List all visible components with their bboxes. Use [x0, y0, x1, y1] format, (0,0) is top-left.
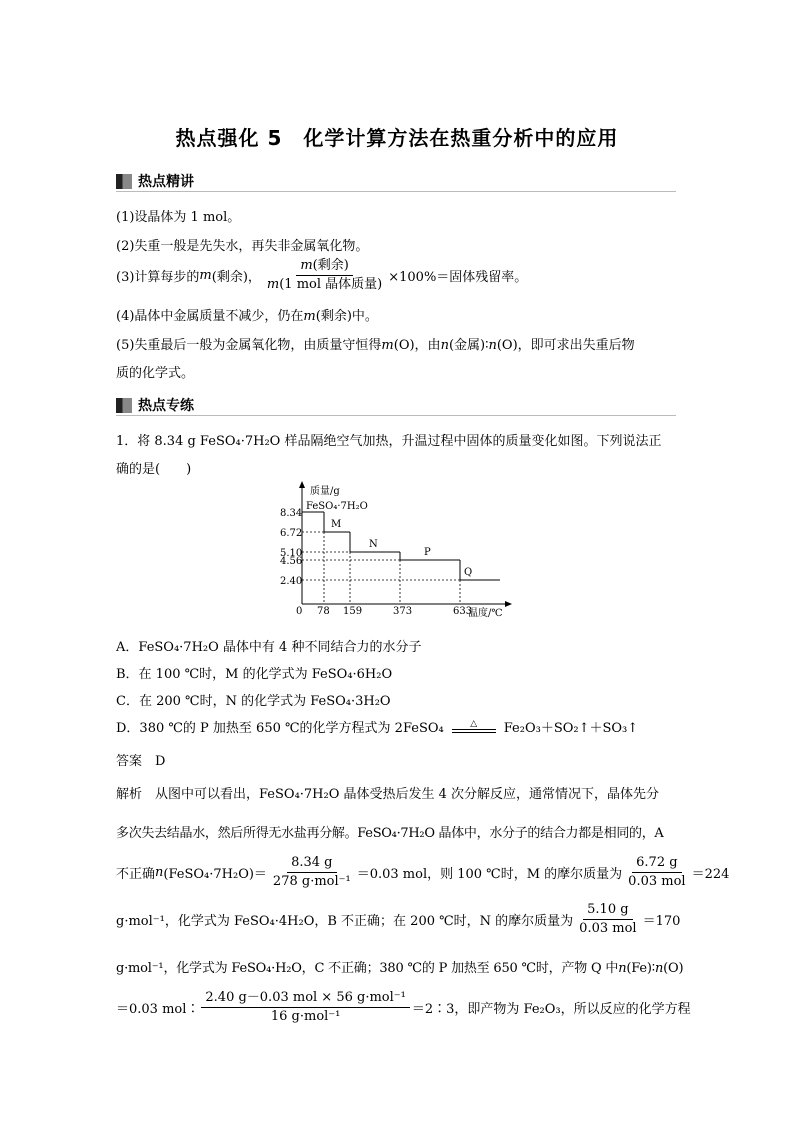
point-5-cont: 质的化学式。: [116, 366, 195, 381]
option-a: A．FeSO₄·7H₂O 晶体中有 4 种不同结合力的水分子: [116, 640, 422, 655]
point-2: (2)失重一般是先失水，再失非金属氧化物。: [116, 239, 369, 254]
point-1: (1)设晶体为 1 mol。: [116, 210, 241, 225]
step-label: FeSO₄·7H₂O: [306, 501, 368, 512]
point-4: (4)晶体中金属质量不减少，仍在m(剩余)中。: [116, 309, 378, 324]
x-tick-label: 373: [393, 606, 413, 617]
answer: 答案 D: [116, 754, 166, 769]
step-label: N: [369, 539, 378, 550]
point-3: (3)计算每步的 m (剩余)， $\frac{\text{m(剩余)}}{\text{m(1 mol 晶体质量)}}$ ×100%＝固体残留率。: [116, 258, 528, 292]
x-tick-label: 159: [343, 606, 363, 617]
step-label: M: [331, 519, 342, 530]
y-tick-label: 6.72: [280, 528, 303, 539]
x-tick-label: 633: [453, 606, 473, 617]
analysis-line-5: g·mol⁻¹，化学式为 FeSO₄·H₂O，C 不正确；380 ℃的 P 加热至 650 ℃时，产物 Q 中n(Fe)∶n(O): [116, 961, 684, 976]
heating-arrow: △: [452, 720, 496, 733]
analysis-line-3: 不正确 n (FeSO₄·7H₂O)＝ $\frac{8.34 g}{\text{278 g·mol⁻¹}}$ ＝0.03 mol，则 100 ℃时，M 的摩尔质量为 $\frac{6.72 g}{\text{0.03 mol}}$ ＝224: [116, 855, 730, 889]
y-tick-label: 4.56: [280, 556, 303, 567]
mass-temperature-chart: [270, 478, 520, 623]
section-marker-icon: [116, 174, 132, 189]
x-axis-arrow: [505, 601, 512, 607]
analysis-line-4: g·mol⁻¹，化学式为 FeSO₄·4H₂O，B 不正确；在 200 ℃时，N 的摩尔质量为 $\frac{5.10 g}{\text{0.03 mol}}$ ＝170: [116, 902, 681, 936]
analysis-line-1: 解析 从图中可以看出，FeSO₄·7H₂O 晶体受热后发生 4 次分解反应，通常情况下，晶体先分: [116, 787, 660, 802]
step-label: P: [424, 547, 431, 558]
page-title: 热点强化 5 化学计算方法在热重分析中的应用: [175, 126, 619, 150]
section-label: 热点精讲: [138, 174, 194, 190]
analysis-line-6: ＝0.03 mol∶ $\frac{\text{2.40 g－0.03 mol × 56 g·mol⁻¹}}{\text{16 g·mol⁻¹}}$ ＝2∶3，即产物为 Fe₂O₃，所以反应的化学方程: [116, 990, 691, 1024]
option-c: C．在 200 ℃时，N 的化学式为 FeSO₄·3H₂O: [116, 694, 391, 709]
y-tick-label: 2.40: [280, 576, 303, 587]
x-tick-label: 78: [317, 606, 330, 617]
section-marker-icon: [116, 398, 132, 413]
section-divider: [116, 415, 676, 416]
y-axis-label: 质量/g: [310, 486, 340, 497]
analysis-line-2: 多次失去结晶水，然后所得无水盐再分解。FeSO₄·7H₂O 晶体中，水分子的结合力都是相同的，A: [116, 826, 664, 841]
point-5: (5)失重最后一般为金属氧化物，由质量守恒得m(O)，由n(金属)∶n(O)，即可求出失重后物: [116, 338, 635, 353]
y-axis-arrow: [299, 481, 305, 488]
option-d: D．380 ℃的 P 加热至 650 ℃的化学方程式为 2FeSO₄ △ Fe₂O₃＋SO₂↑＋SO₃↑: [116, 719, 639, 736]
step-label: Q: [464, 567, 473, 578]
question-line-1: 1．将 8.34 g FeSO₄·7H₂O 样品隔绝空气加热，升温过程中固体的质量变化如图。下列说法正: [116, 434, 662, 449]
x-axis-label: 温度/℃: [468, 608, 503, 619]
y-tick-label: 8.34: [280, 508, 303, 519]
x-tick-label: 0: [296, 606, 303, 617]
option-b: B．在 100 ℃时，M 的化学式为 FeSO₄·6H₂O: [116, 667, 393, 682]
question-line-2: 确的是( ): [116, 462, 192, 477]
section-heading-key-points: [116, 172, 194, 190]
y-tick-label: 5.10: [280, 548, 303, 559]
section-divider: [116, 191, 676, 192]
section-label: 热点专练: [138, 398, 194, 414]
residual-ratio-fraction: $\frac{\text{m(剩余)}}{\text{m(1 mol 晶体质量)}}$: [266, 258, 383, 292]
section-heading-practice: [116, 396, 194, 414]
